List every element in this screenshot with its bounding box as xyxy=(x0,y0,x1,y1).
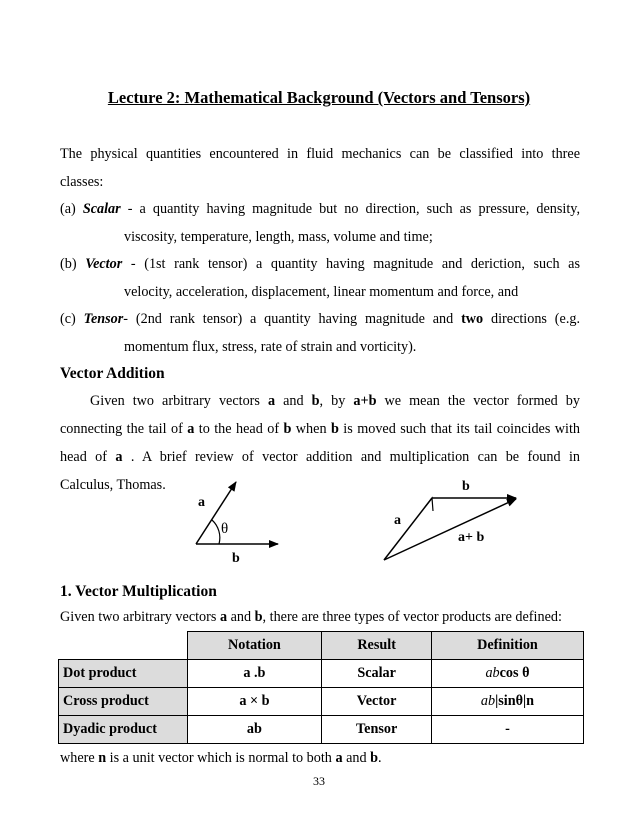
header-result: Result xyxy=(322,632,432,660)
class-scalar-cont: viscosity, temperature, length, mass, volume and time; xyxy=(124,229,433,245)
header-notation: Notation xyxy=(187,632,322,660)
class-vector: (b) Vector - (1st rank tensor) a quantity having magnitude and deriction, such as xyxy=(60,256,580,272)
class-tensor-cont: momentum flux, stress, rate of strain and vorticity). xyxy=(124,339,417,355)
intro-line-1: The physical quantities encountered in fluid mechanics can be classified into three xyxy=(60,146,580,162)
heading-vector-multiplication: 1. Vector Multiplication xyxy=(60,583,217,600)
page-number: 33 xyxy=(313,774,325,788)
theta-label: θ xyxy=(221,521,229,537)
right-label-a: a xyxy=(394,513,401,528)
left-label-b: b xyxy=(232,551,240,566)
class-vector-cont: velocity, acceleration, displacement, linear momentum and force, and xyxy=(124,284,519,300)
left-vector-a-arrow xyxy=(196,482,236,544)
page-title: Lecture 2: Mathematical Background (Vectors and Tensors) xyxy=(107,88,531,107)
class-tensor: (c) Tensor- (2nd rank tensor) a quantity having magnitude and two directions (e.g. xyxy=(60,311,581,327)
left-label-a: a xyxy=(198,495,205,510)
intro-line-2: classes: xyxy=(60,174,104,190)
table-row: Dot product a .b Scalar abcos θ xyxy=(59,660,584,688)
table-row: Dyadic product ab Tensor - xyxy=(59,716,584,744)
va-line-4: Calculus, Thomas. xyxy=(60,477,166,493)
term-vector: Vector xyxy=(85,256,123,272)
table-header-row xyxy=(59,632,584,660)
heading-vector-addition: Vector Addition xyxy=(60,365,165,382)
vm-intro: Given two arbitrary vectors a and b, there are three types of vector products are defined: xyxy=(60,609,562,625)
vector-products-table xyxy=(58,631,584,744)
va-line-1: Given two arbitrary vectors a and b, by a+b we mean the vector formed by xyxy=(90,393,580,409)
angle-arc xyxy=(212,520,220,544)
footnote: where n is a unit vector which is normal to both a and b. xyxy=(60,750,382,766)
right-label-b: b xyxy=(462,480,470,494)
right-vector-a-arrow xyxy=(384,498,432,560)
vector-diagram xyxy=(0,480,638,580)
header-definition: Definition xyxy=(431,632,583,660)
table-row: Cross product a × b Vector ab|sinθ|n xyxy=(59,688,584,716)
class-scalar: (a) Scalar - a quantity having magnitude but no direction, such as pressure, density, xyxy=(60,201,581,217)
resultant-vector-arrow xyxy=(384,499,516,560)
term-tensor: Tensor xyxy=(83,311,124,327)
va-line-3: head of a . A brief review of vector addition and multiplication can be found in xyxy=(60,449,580,465)
resultant-label: a+ b xyxy=(458,530,485,545)
term-scalar: Scalar xyxy=(82,201,121,217)
va-line-2: connecting the tail of a to the head of b when b is moved such that its tail coincides with xyxy=(60,421,581,437)
